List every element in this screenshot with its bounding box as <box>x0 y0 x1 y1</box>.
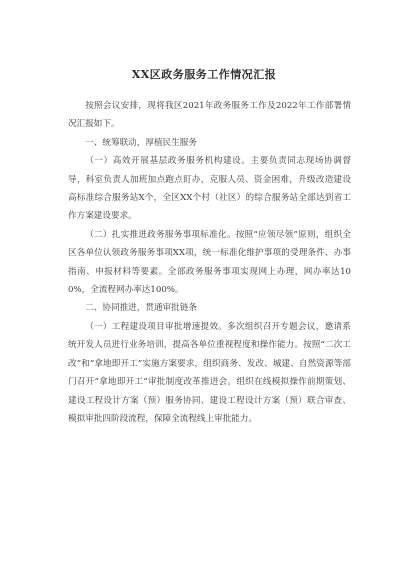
paragraph-1-1: （一）高效开展基层政务服务机构建设。主要负责同志现场协调督导，科室负责人加班加点跑点盯办，克服人员、资金困难，升级改造建设高标准综合服务站X个，全区XX个村（社区）的综合服务站全部达到省工作方案建设要求。 <box>68 156 351 222</box>
paragraph-1-2: （二）扎实推进政务服务事项标准化。按照“应领尽领”原则，组织全区各单位认领政务服务事项XX项，统一标准化维护事项的受理条件、办事指南、申报材料等要素。全部政务服务事项实现网上办理，网办率达100%，全流程网办率达100%。 <box>68 229 351 296</box>
section-heading-2: 二、协同推进，贯通审批链条 <box>85 303 197 314</box>
section-heading-1: 一、统筹联动，厚植民生服务 <box>85 137 197 148</box>
document-title: XX区政务服务工作情况汇报 <box>131 68 277 81</box>
paragraph-2-1: （一）工程建设项目审批增速提效。多次组织召开专题会议，邀请系统开发人员进行业务培训，提高各单位重视程度和操作能力。按照“二次工改”和“拿地即开工”实施方案要求，组织商务、发改、城建、自然资源等部门召开“拿地即开工”审批制度改革推进会。组织在线模拟操作前期策划、建设工程设计方案（预）服务协同、建设工程设计方案（预）联合审查、模拟审批四阶段流程，保障全流程线上审批能力。 <box>68 321 351 424</box>
document-body <box>68 97 351 428</box>
intro-paragraph: 按照会议安排，现将我区2021年政务服务工作及2022年工作部署情况汇报如下。 <box>68 101 351 130</box>
